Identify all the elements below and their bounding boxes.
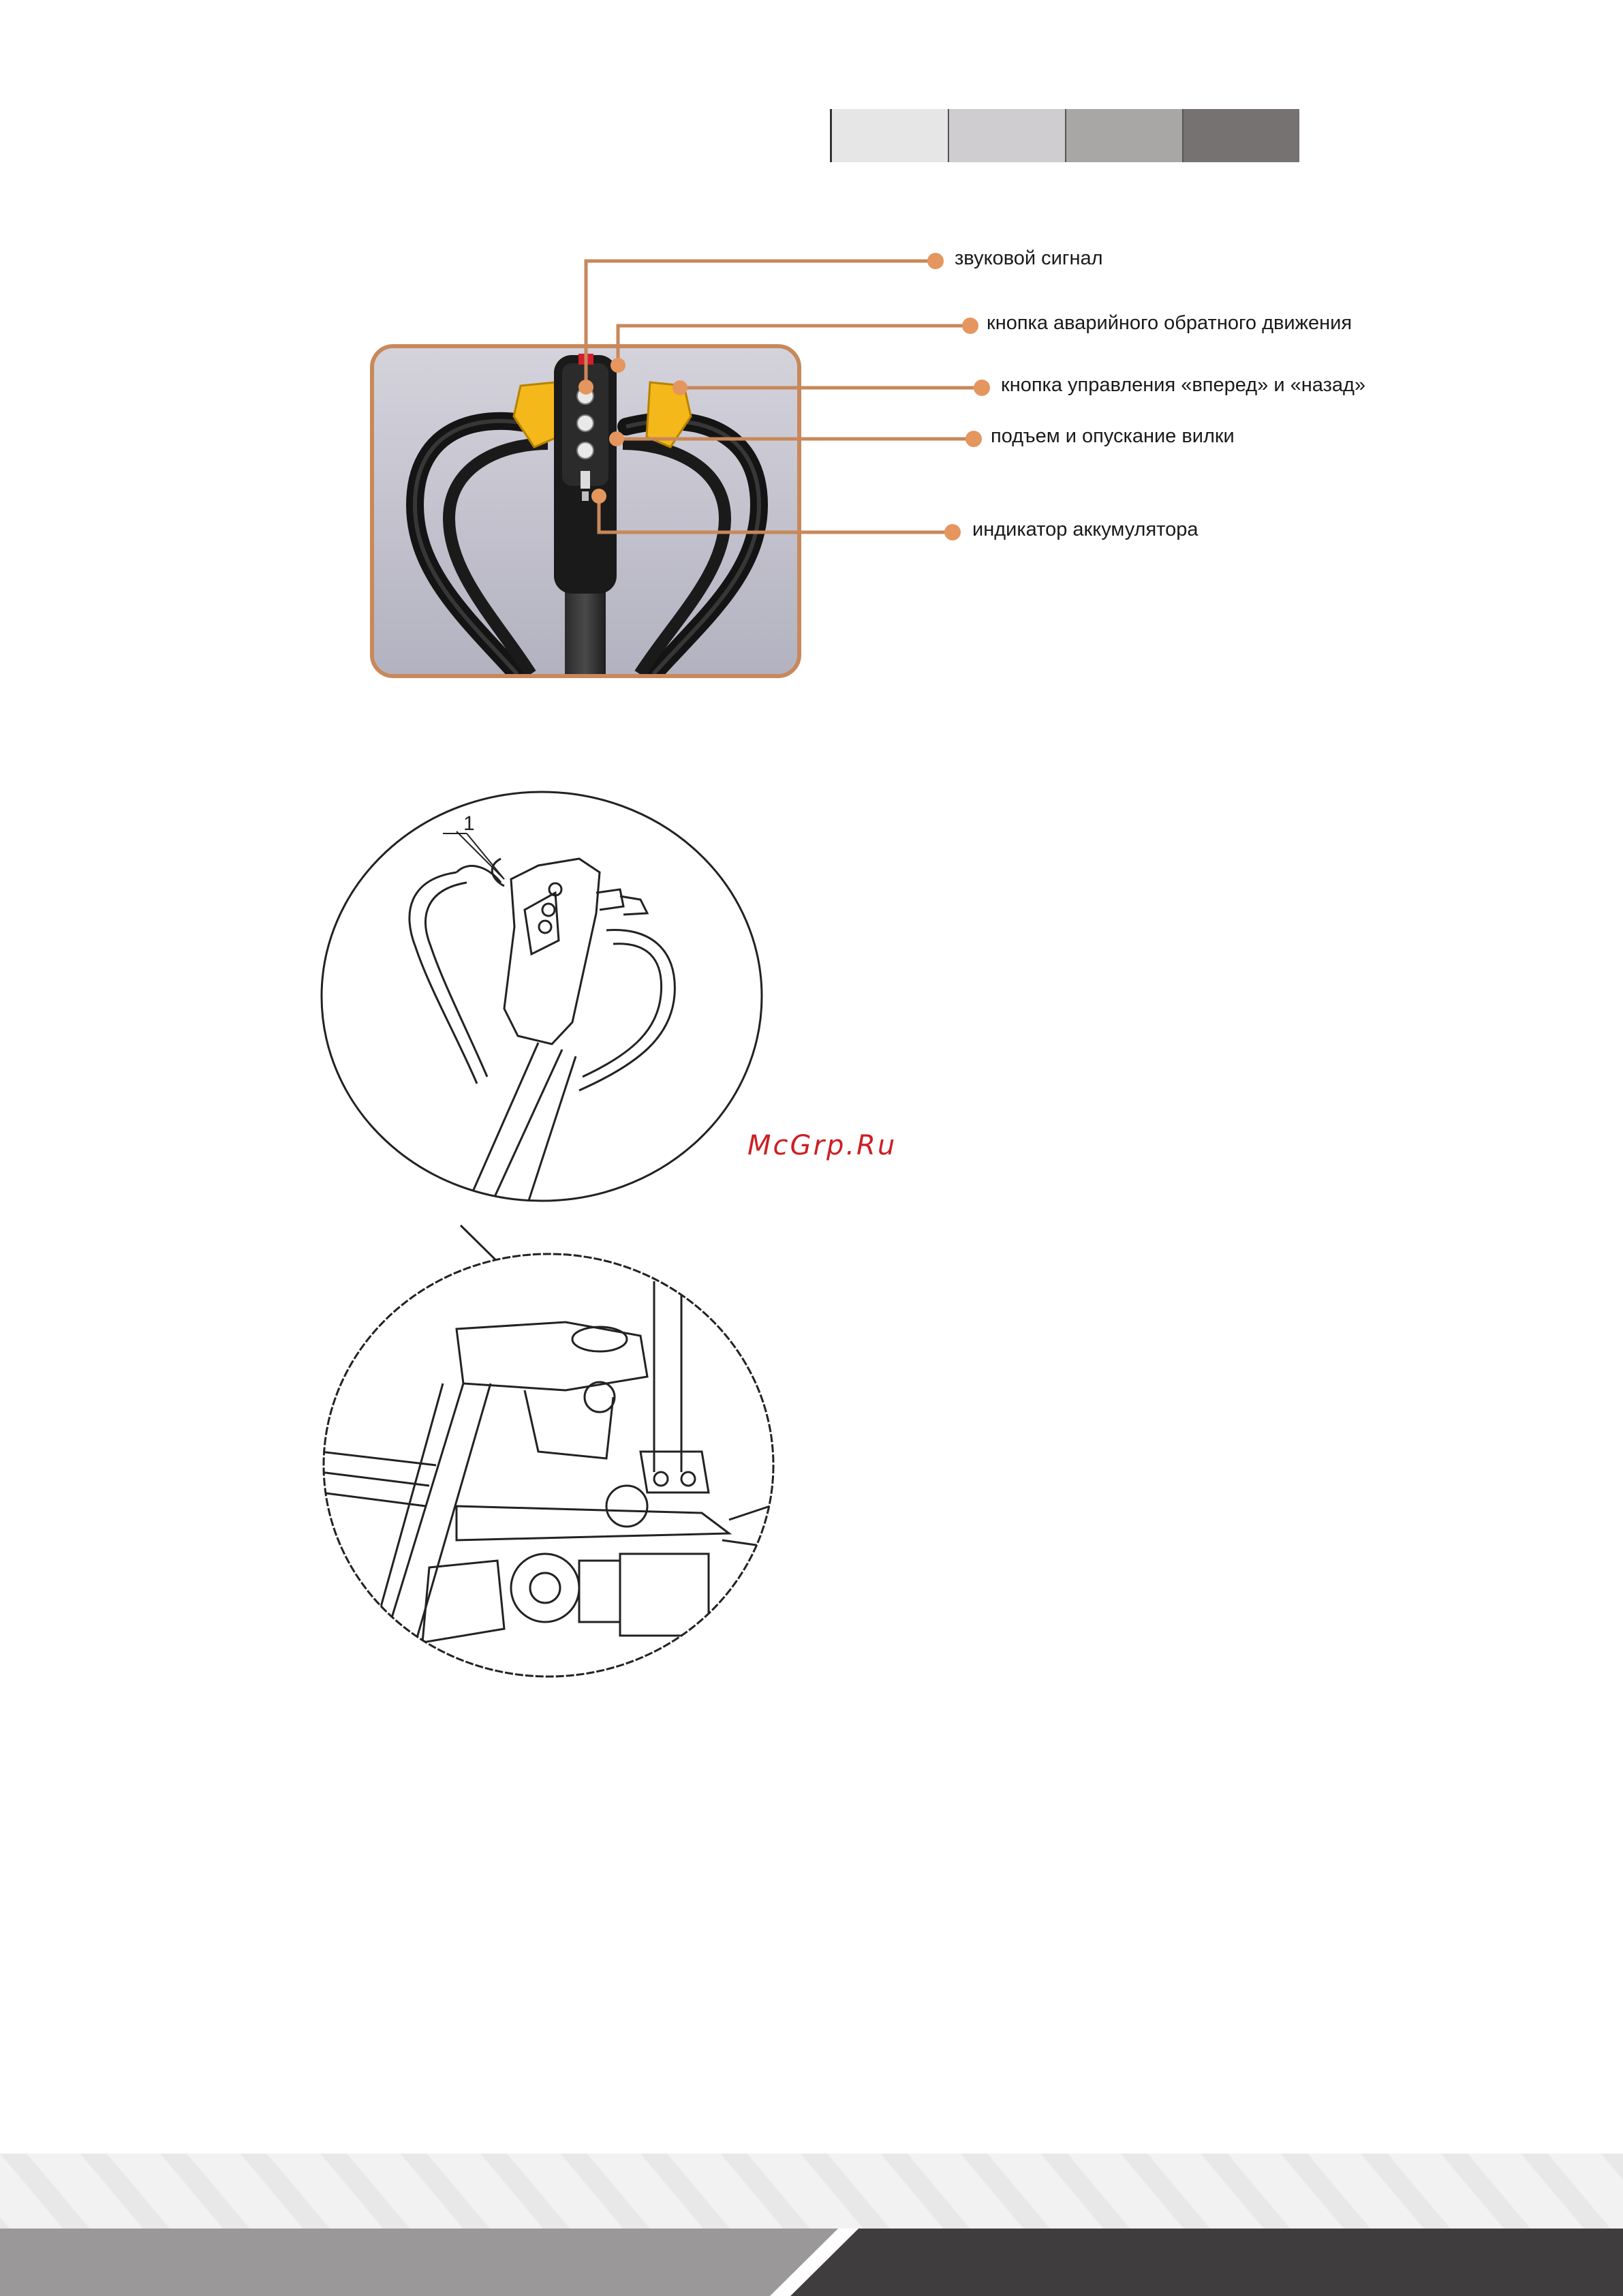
callout-dot-battery [944,524,961,540]
figure-callout-number: 1 [463,812,475,835]
watermark: McGrp.Ru [747,1130,897,1161]
swatch-dark-grey [1182,109,1299,162]
callout-dot-lift [965,431,982,447]
swatch-grey [1065,109,1182,162]
callout-dot-emergency [962,318,978,334]
swatch-light-grey [948,109,1065,162]
handle-photo [370,344,801,678]
callout-dot-horn [927,253,944,269]
tiller-head-drawing [320,791,770,1213]
callout-label-forward-back: кнопка управления «вперед» и «назад» [1001,374,1366,396]
callout-label-horn: звуковой сигнал [955,247,1103,269]
footer-band [0,2154,1623,2296]
callout-label-fork-lift: подъем и опускание вилки [991,425,1235,447]
callout-label-emergency-reverse: кнопка аварийного обратного движения [987,312,1352,334]
callout-leaders [0,0,1623,750]
handle-photo-illustration [374,348,797,674]
callout-label-battery-indicator: индикатор аккумулятора [972,519,1199,540]
color-swatch-strip [830,109,1299,162]
truck-mechanism-drawing [320,1247,784,1683]
callout-dot-forward-back [974,380,990,396]
swatch-light [832,109,948,162]
